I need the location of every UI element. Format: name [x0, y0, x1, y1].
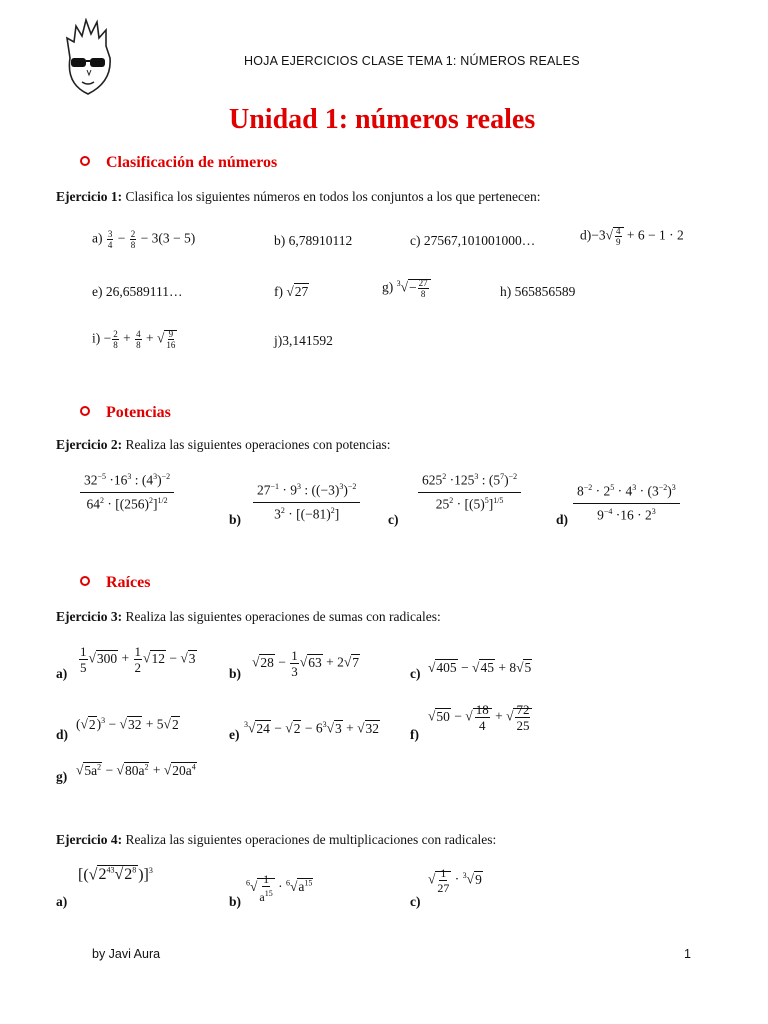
ex4-label-a: a)	[56, 894, 68, 909]
ex3-item-b: √28 − $\frac{1}{3}$ √63 + 2√7	[252, 648, 359, 679]
bullet-circle-icon	[80, 576, 90, 586]
ex3-label-a: a)	[56, 666, 68, 681]
exercise-2-statement: Ejercicio 2: Realiza las siguientes operaciones con potencias:	[56, 437, 391, 452]
footer-author: by Javi Aura	[92, 947, 161, 961]
section-heading-raices: Raíces	[80, 574, 150, 592]
ex1-item-j: j)3,141592	[274, 333, 333, 348]
ex4-label-b: b)	[229, 894, 242, 909]
ex2-item-c: $625^2 \cdot 125^3$ : $(5^7)^{-2}$ $25^2 \cdot [(5)^5]^{1/5}$	[418, 472, 521, 512]
section-heading-potencias: Potencias	[80, 404, 171, 422]
ex2-item-d: $8^{-2} \cdot 2^5 \cdot 4^3 \cdot (3^{-2})^3$ $9^{-4} \cdot 16 \cdot 2^3$	[573, 483, 680, 523]
ex4-item-c: √ $\frac{1}{27}$ · $^3$√9	[428, 866, 482, 895]
ex1-item-e: e) 26,6589111…	[92, 284, 183, 299]
ex3-label-b: b)	[229, 666, 242, 681]
running-header: HOJA EJERCICIOS CLASE TEMA 1: NÚMEROS REALES	[244, 54, 580, 68]
bullet-circle-icon	[80, 406, 90, 416]
ex3-label-c: c)	[410, 666, 421, 681]
ex1-item-c: c) 27567,101001000…	[410, 233, 536, 248]
ex3-item-e: $^3√24 - √2 - 6^3√3 + √32$	[244, 720, 380, 736]
ex1-item-d: d)−3√ $\frac{4}{9}$ + 6 − 1 · 2	[580, 226, 684, 247]
ex4-label-c: c)	[410, 894, 421, 909]
ex3-item-d: $(√2)^3 - √32 + 5√2$	[76, 716, 179, 732]
page-title: Unidad 1: números reales	[229, 104, 536, 135]
bullet-circle-icon	[80, 156, 90, 166]
ex1-item-f: f) √27	[274, 284, 309, 299]
footer-page-number: 1	[684, 947, 691, 961]
exercise-1-statement: Ejercicio 1: Clasifica los siguientes números en todos los conjuntos a los que pertenecen:	[56, 189, 541, 204]
ex3-item-a: $\frac{1}{5}$ √300 + $\frac{1}{2}$ √12 − √3	[80, 644, 196, 675]
ex1-item-b: b) 6,78910112	[274, 233, 353, 248]
exercise-4-statement: Ejercicio 4: Realiza las siguientes operaciones de multiplicaciones con radicales:	[56, 832, 497, 847]
ex2-label-b: b)	[229, 512, 242, 527]
ex3-item-f: √50 − √ $\frac{18}{4}$ + √ $\frac{72}{25}$	[428, 702, 532, 733]
ex3-item-c: √405 − √45 + 8√5	[428, 660, 532, 675]
ex2-label-d: d)	[556, 512, 569, 527]
ex2-item-b: $27^{-1} \cdot 9^3$ : $((-3)^3)^{-2}$ $3^2 \cdot [(-81)^2]$	[253, 482, 360, 522]
ex3-label-d: d)	[56, 727, 69, 742]
section-heading-clasificacion: Clasificación de números	[80, 154, 277, 172]
ex1-item-h: h) 565856589	[500, 284, 576, 299]
cartoon-face-sunglasses-icon	[58, 18, 118, 100]
ex4-item-a: [($√2^{43}√2^8$ )]$^3$	[78, 866, 153, 884]
ex1-item-g: g) $^3$√− $\frac{27}{8}$	[382, 278, 431, 299]
ex1-item-a: a) $\frac{3}{4}$ − $\frac{2}{8}$ − 3(3 − 5)	[92, 229, 196, 250]
ex2-label-c: c)	[388, 512, 399, 527]
ex3-item-g: $√5a^2 - √80a^2 + √20a^4$	[76, 762, 196, 778]
ex1-item-i: i) − $\frac{2}{8}$ + $\frac{4}{8}$ + √ $\frac{9}{16}$	[92, 329, 176, 350]
exercise-3-statement: Ejercicio 3: Realiza las siguientes operaciones de sumas con radicales:	[56, 609, 441, 624]
ex3-label-e: e)	[229, 727, 240, 742]
ex3-label-f: f)	[410, 727, 419, 742]
ex3-label-g: g)	[56, 769, 68, 784]
ex2-item-a: $32^{-5} \cdot 16^3$ : $(4^3)^{-2}$ $64^2 \cdot [(256)^2]^{1/2}$	[80, 472, 174, 512]
ex4-item-b: $^6$√ $\frac{1}{a^{15}}$ · $^6√a^{15}$	[246, 872, 313, 904]
